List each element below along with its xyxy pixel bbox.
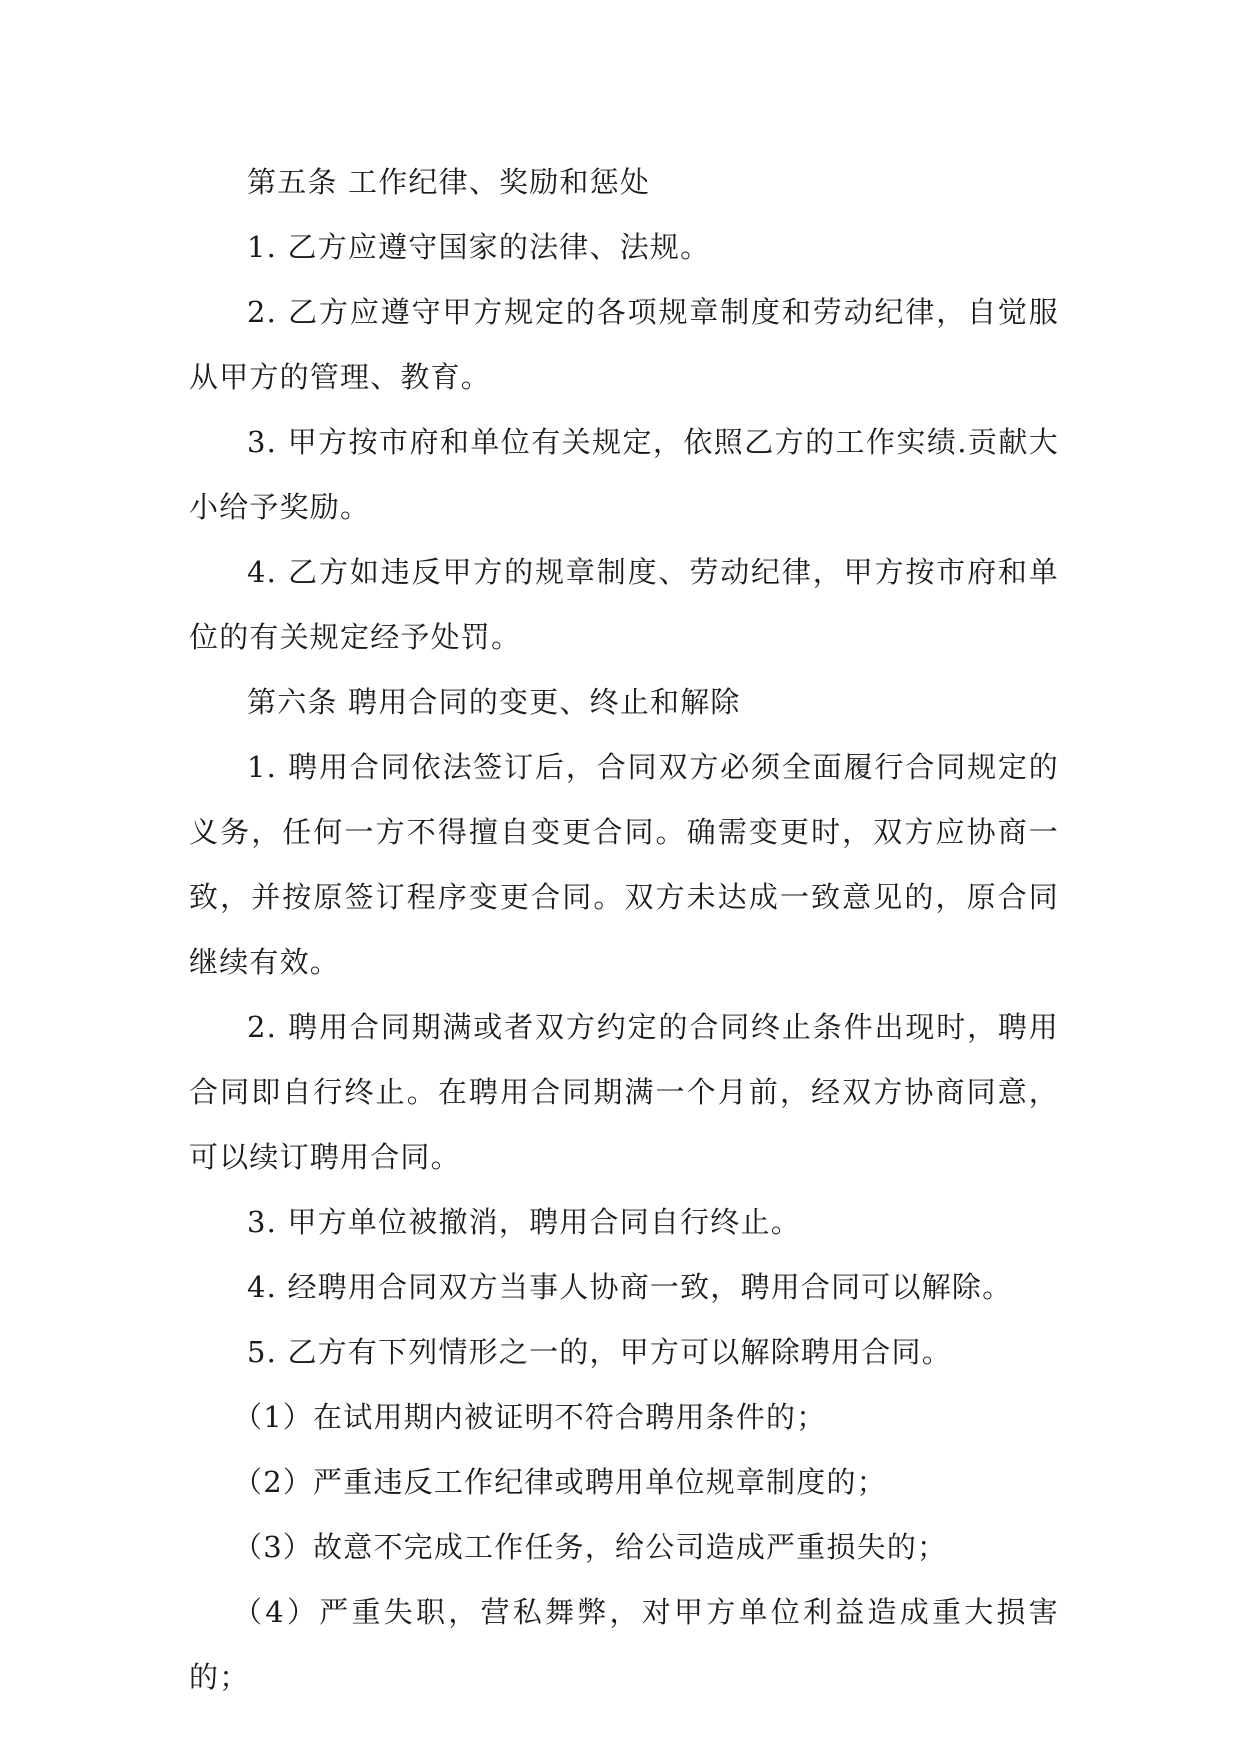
article-5-clause-2: 2. 乙方应遵守甲方规定的各项规章制度和劳动纪律，自觉服从甲方的管理、教育。 (189, 295, 1059, 394)
article-6-clause-5-item-2: （2）严重违反工作纪律或聘用单位规章制度的； (233, 1465, 887, 1499)
article-6-clause-1: 1. 聘用合同依法签订后，合同双方必须全面履行合同规定的义务，任何一方不得擅自变更合同。确需变更时，双方应协商一致，并按原签订程序变更合同。双方未达成一致意见的，原合同继续有效。 (189, 750, 1059, 979)
article-5-clause-4: 4. 乙方如违反甲方的规章制度、劳动纪律，甲方按市府和单位的有关规定经予处罚。 (189, 555, 1059, 654)
article-6-clause-4: 4. 经聘用合同双方当事人协商一致，聘用合同可以解除。 (247, 1270, 1013, 1304)
article-5-heading: 第五条 工作纪律、奖励和惩处 (247, 165, 651, 199)
document-body (189, 150, 1059, 1710)
article-5-clause-3: 3. 甲方按市府和单位有关规定，依照乙方的工作实绩.贡献大小给予奖励。 (189, 425, 1059, 524)
article-6-clause-2: 2. 聘用合同期满或者双方约定的合同终止条件出现时，聘用合同即自行终止。在聘用合同期满一个月前，经双方协商同意，可以续订聘用合同。 (189, 1010, 1059, 1174)
article-6-clause-5-item-4: （4）严重失职，营私舞弊，对甲方单位利益造成重大损害的； (189, 1595, 1059, 1694)
article-6-clause-5: 5. 乙方有下列情形之一的，甲方可以解除聘用合同。 (247, 1335, 952, 1369)
article-6-clause-5-item-3: （3）故意不完成工作任务，给公司造成严重损失的； (233, 1530, 948, 1564)
article-6-clause-3: 3. 甲方单位被撤消，聘用合同自行终止。 (247, 1205, 801, 1239)
article-6-heading: 第六条 聘用合同的变更、终止和解除 (247, 685, 741, 719)
article-5-clause-1: 1. 乙方应遵守国家的法律、法规。 (247, 230, 711, 264)
article-6-clause-5-item-1: （1）在试用期内被证明不符合聘用条件的； (233, 1400, 827, 1434)
